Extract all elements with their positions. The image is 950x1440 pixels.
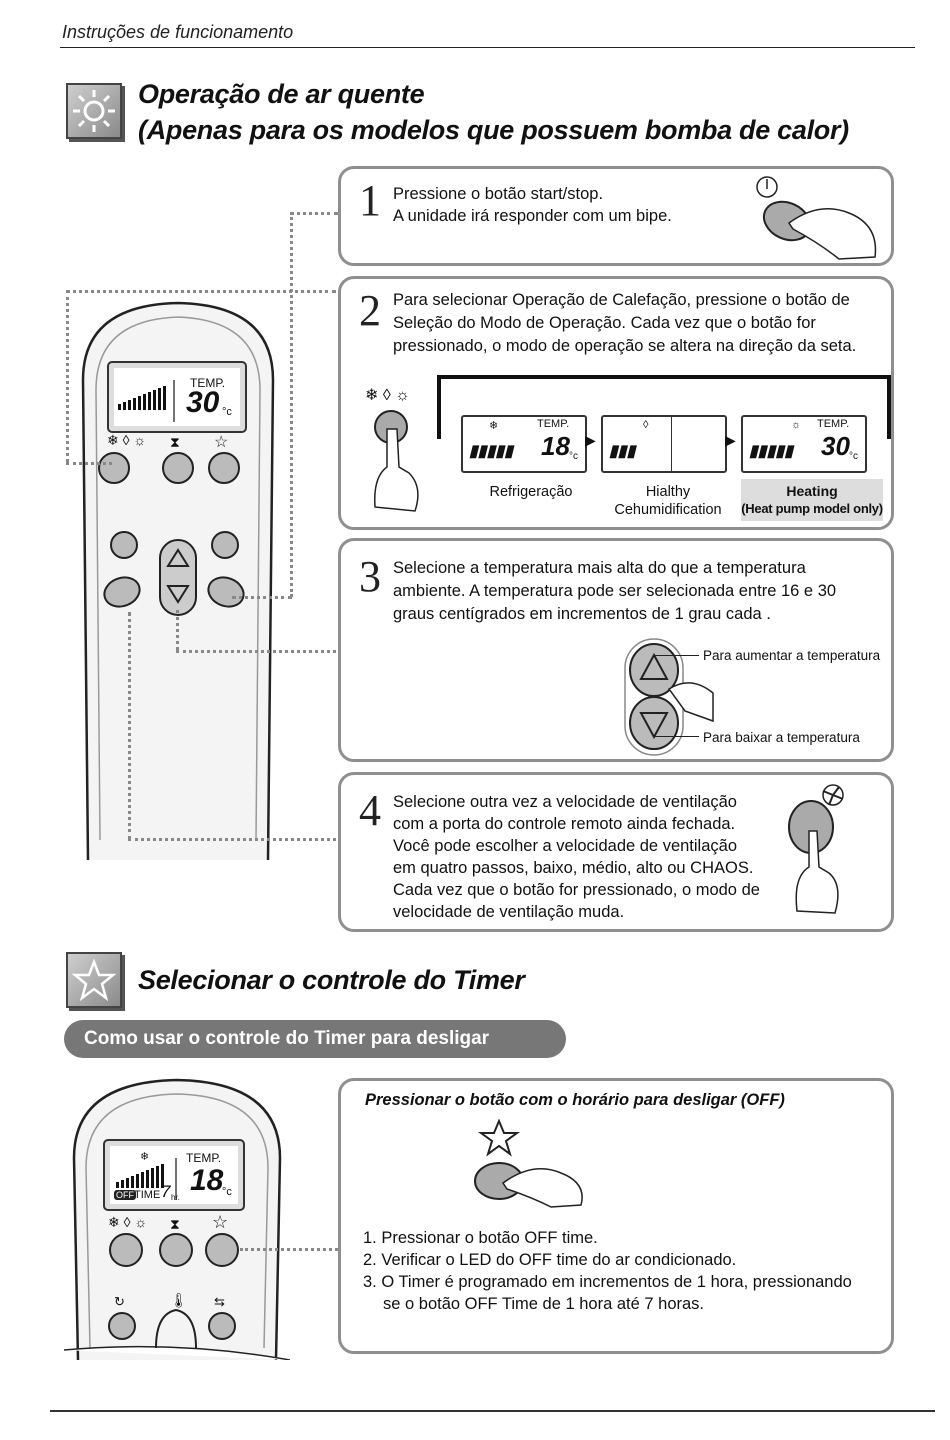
connector: [176, 650, 336, 653]
timer-step: 3. O Timer é programado em incrementos de 1 hora, pressionando: [363, 1273, 852, 1291]
step-text: Cada vez que o botão for pressionado, o modo de: [393, 881, 760, 899]
step-number: 1: [359, 176, 381, 225]
step-text: Selecione a temperatura mais alta do que a temperatura: [393, 559, 806, 577]
step-text: com a porta do controle remoto ainda fechada.: [393, 815, 736, 833]
off-badge: OFF: [116, 1190, 134, 1200]
step-text: velocidade de ventilação muda.: [393, 903, 625, 921]
mode-label: Cehumidification: [614, 502, 722, 518]
section-title: Selecionar o controle do Timer: [138, 965, 525, 995]
step-text: Pressione o botão start/stop.: [393, 185, 604, 203]
step-number: 3: [359, 552, 381, 601]
remote-temp-label: TEMP.: [190, 376, 226, 390]
press-button-illustration: [749, 173, 889, 268]
timer-step: 1. Pressionar o botão OFF time.: [363, 1229, 598, 1247]
mode-icons: ❄ ◊ ☼: [107, 432, 147, 448]
section-subtitle: (Apenas para os modelos que possuem bomba de calor): [138, 115, 849, 145]
temp-up-label: Para aumentar a temperatura: [703, 648, 881, 663]
arrow-icon: ▶: [725, 432, 736, 448]
remote-temp-unit: °c: [222, 1186, 232, 1198]
press-button-illustration: [369, 407, 429, 522]
connector: [128, 838, 336, 841]
section-title: Operação de ar quente: [138, 79, 425, 109]
connector: [176, 610, 179, 650]
step3-box: [338, 538, 894, 762]
connector: [290, 212, 293, 597]
footer-rule: [50, 1410, 935, 1412]
heating-highlight: Heating (Heat pump model only): [741, 479, 883, 521]
connector: [240, 1248, 338, 1251]
jet-icon: ⧗: [170, 1216, 180, 1232]
mode-label: Refrigeração: [489, 484, 573, 500]
step1-box: [338, 166, 894, 266]
mode-label: Hialthy: [645, 484, 691, 500]
step-text: graus centígrados em incrementos de 1 grau cada .: [393, 605, 771, 623]
step-text: A unidade irá responder com um bipe.: [393, 207, 672, 225]
lcd-refrigeration: ❄ ▮▮▮▮▮ TEMP. 18 °c: [461, 415, 587, 473]
step-text: Você pode escolher a velocidade de ventilação: [393, 837, 737, 855]
arrow-icon: ▶: [585, 432, 596, 448]
fan-button-illustration: [781, 781, 861, 926]
connector: [66, 462, 112, 465]
step-text: Selecione outra vez a velocidade de ventilação: [393, 793, 737, 811]
step-text: em quatro passos, baixo, médio, alto ou CHAOS.: [393, 859, 754, 877]
step-text: ambiente. A temperatura pode ser selecionada entre 16 e 30: [393, 582, 837, 600]
remote-temp-label: TEMP.: [186, 1151, 222, 1165]
remote-control: [78, 300, 278, 860]
lcd-heating: ☼ ▮▮▮▮▮ TEMP. 30 °c: [741, 415, 867, 473]
swing-icon: ↻: [114, 1294, 125, 1309]
step-number: 4: [359, 786, 381, 835]
jet-icon: ⧗: [170, 434, 180, 450]
air-icon: ⇆: [214, 1294, 225, 1309]
temp-down-label: Para baixar a temperatura: [703, 730, 860, 745]
connector: [66, 290, 69, 462]
snow-icon: ❄: [140, 1151, 150, 1163]
step-text: Seleção do Modo de Operação. Cada vez que o botão for: [393, 314, 816, 332]
remote-temp-value: 18: [190, 1164, 224, 1197]
time-label: TIME: [134, 1189, 161, 1201]
leader-line: [653, 655, 699, 656]
subsection-pill: Como usar o controle do Timer para desligar: [64, 1020, 566, 1058]
hr-label: hr.: [171, 1193, 180, 1202]
connector: [66, 290, 336, 293]
step-number: 2: [359, 286, 381, 335]
star-icon: [66, 952, 122, 1008]
step-text: pressionado, o modo de operação se altera na direção da seta.: [393, 337, 857, 355]
timer-step: 2. Verificar o LED do OFF time do ar condicionado.: [363, 1251, 737, 1269]
press-timer-illustration: [469, 1119, 589, 1214]
mode-icons: ❄ ◊ ☼: [365, 387, 410, 404]
step4-box: [338, 772, 894, 932]
mode-icons: ❄ ◊ ☼: [108, 1214, 148, 1230]
header-rule: [60, 47, 915, 48]
time-value: 7: [161, 1182, 171, 1201]
remote-temp-value: 30: [186, 386, 220, 419]
step2-box: [338, 276, 894, 530]
sun-icon: [66, 83, 122, 139]
star-icon: ☆: [212, 1212, 229, 1232]
connector: [128, 612, 131, 840]
timer-step: se o botão OFF Time de 1 hora até 7 horas.: [383, 1295, 705, 1313]
timer-heading: Pressionar o botão com o horário para desligar (OFF): [365, 1091, 785, 1109]
connector: [232, 596, 292, 599]
thermometer-icon: 🌡: [170, 1292, 188, 1308]
timer-box: [338, 1078, 894, 1354]
page-header: Instruções de funcionamento: [62, 22, 294, 42]
star-icon: ☆: [214, 434, 229, 451]
lcd-dehumidification: ◊ ▮▮▮: [601, 415, 727, 473]
remote-temp-unit: °c: [222, 406, 232, 418]
connector: [290, 212, 338, 215]
leader-line: [653, 736, 699, 737]
step-text: Para selecionar Operação de Calefação, pressione o botão de: [393, 291, 850, 309]
